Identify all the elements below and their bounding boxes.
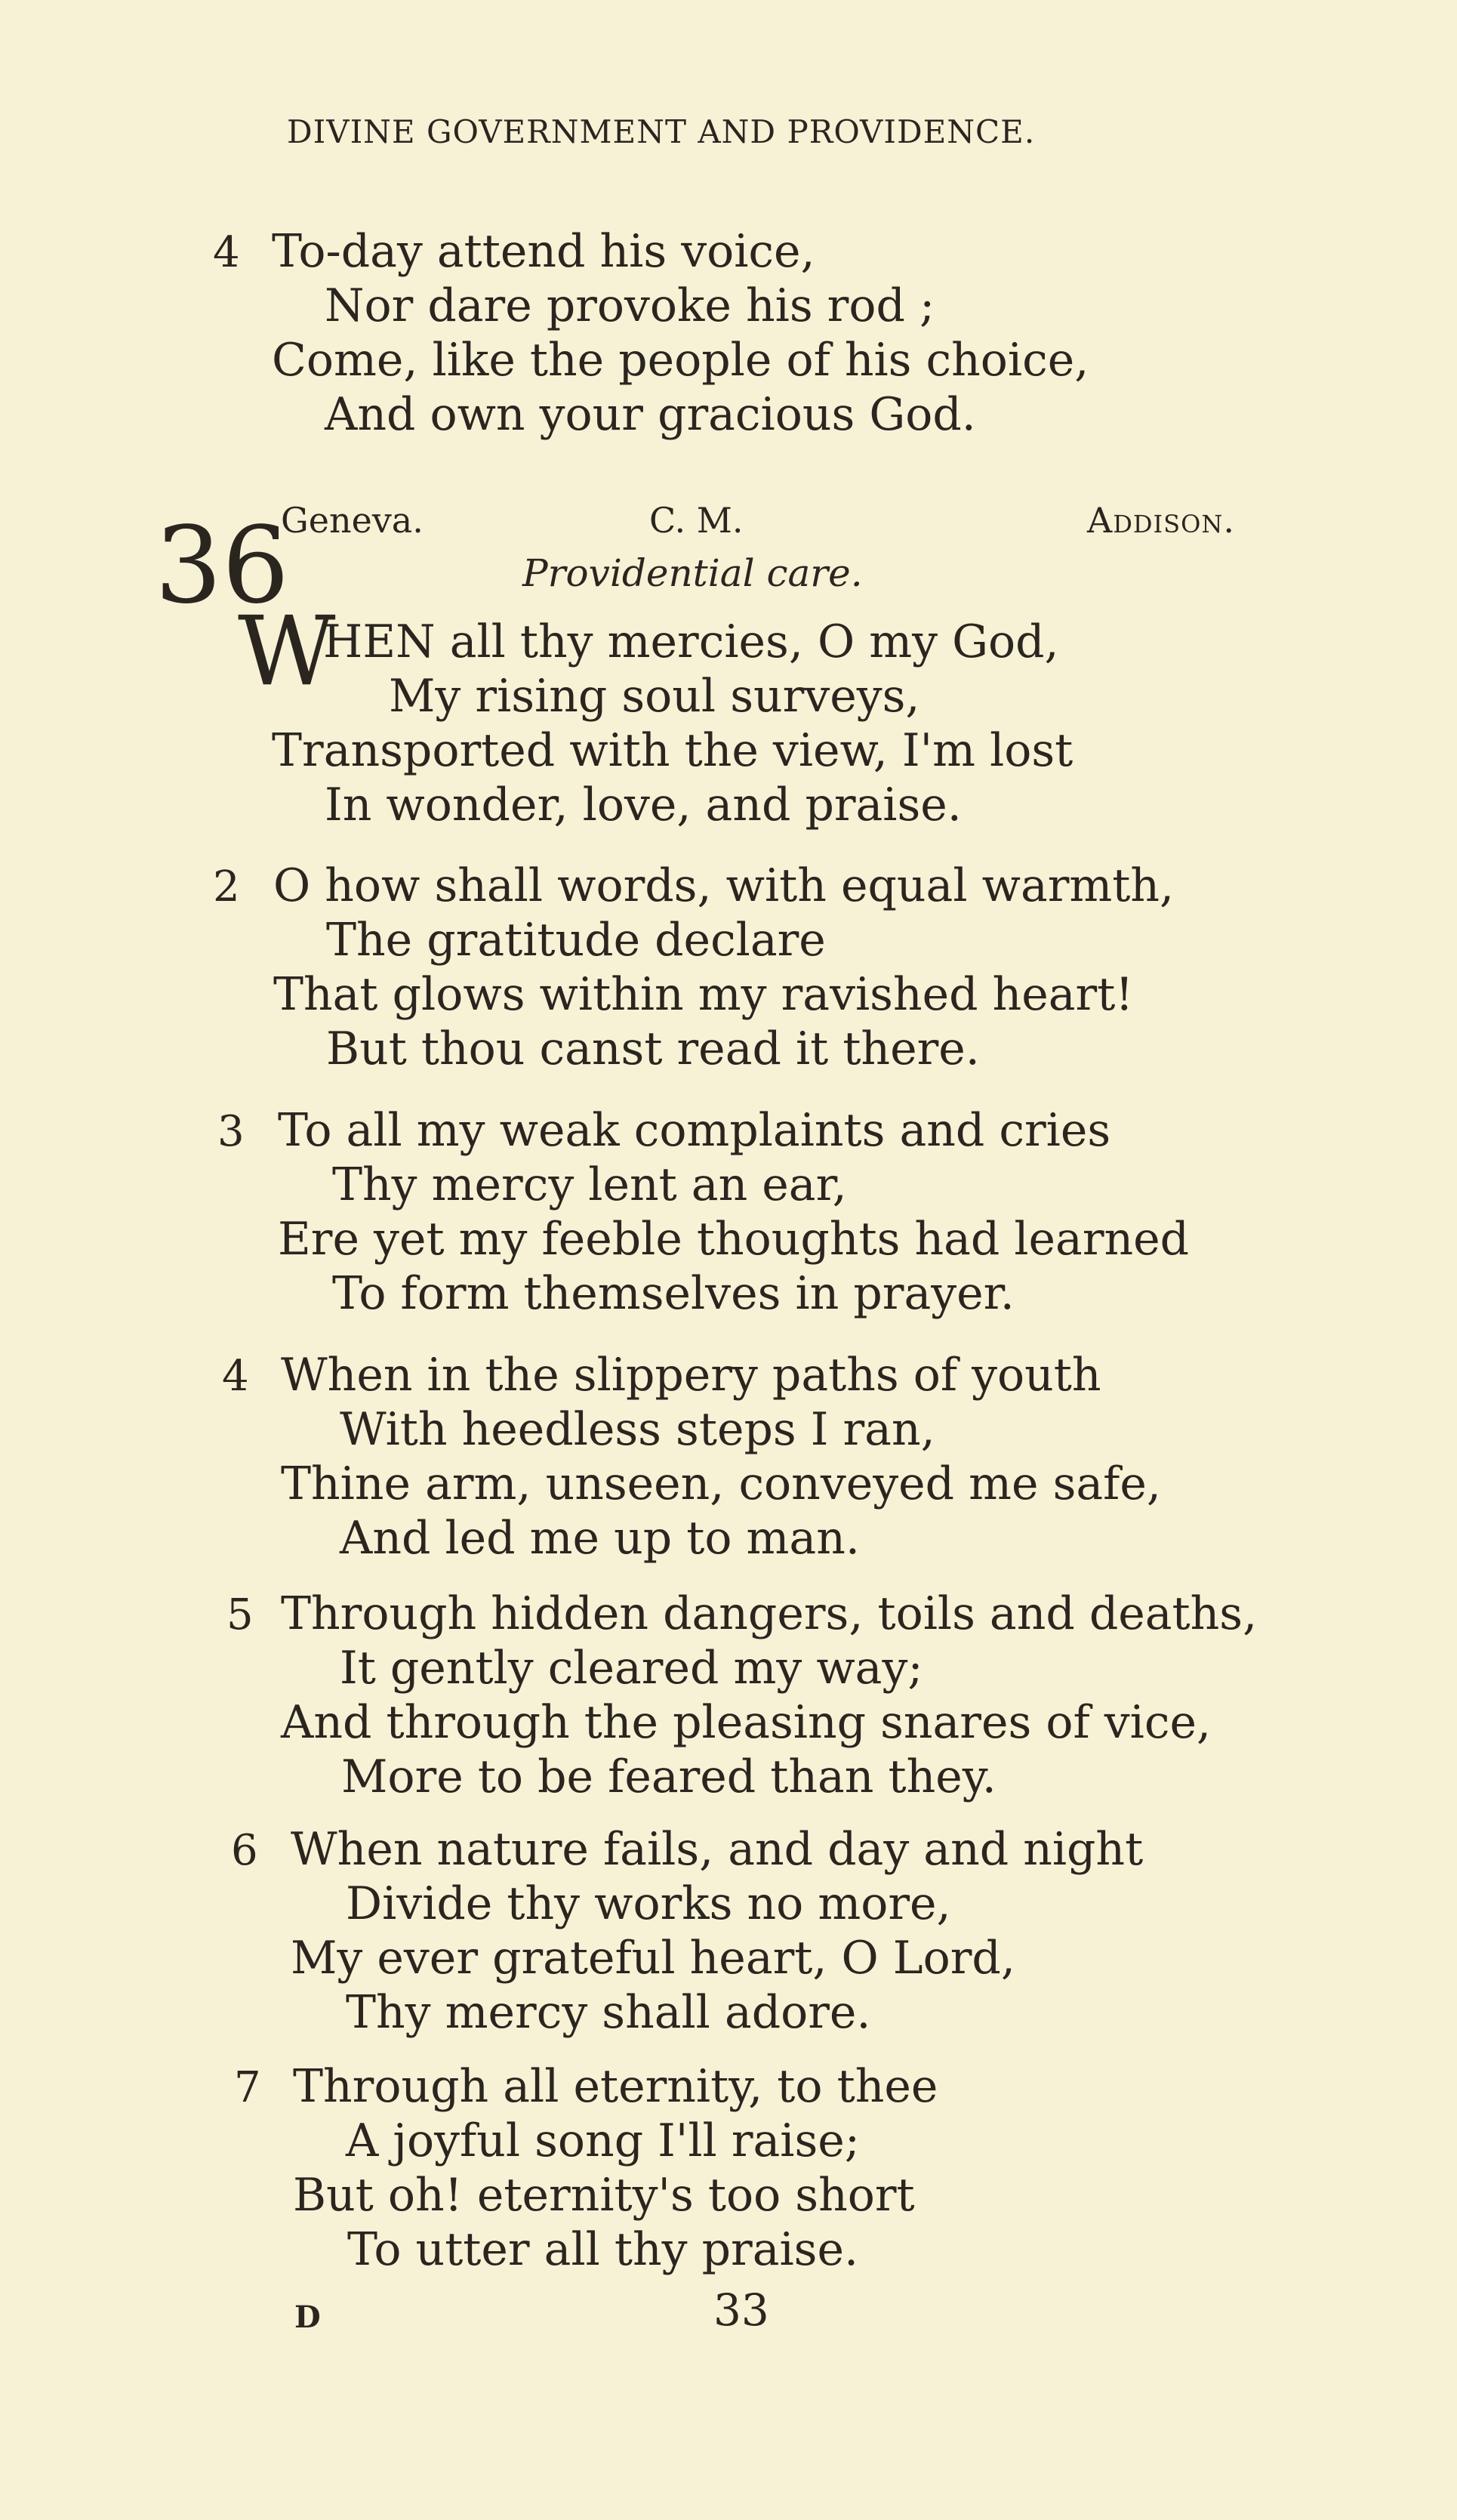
verse-line: But oh! eternity's too short [293,2169,915,2222]
running-title: DIVINE GOVERNMENT AND PROVIDENCE. [287,113,1036,150]
verse-line: More to be feared than they. [341,1750,996,1803]
stanza-number: 7 [234,2063,261,2112]
page-number: 33 [713,2284,769,2336]
verse-line: To utter all thy praise. [347,2223,859,2276]
verse-line: Transported with the view, I'm lost [272,724,1073,777]
verse-line: Thy mercy lent an ear, [332,1158,847,1211]
hymn-number: 36 [155,504,290,628]
verse-line: When in the slippery paths of youth [281,1349,1101,1402]
verse-line: With heedless steps I ran, [340,1403,935,1456]
verse-line: Through hidden dangers, toils and deaths, [281,1587,1258,1640]
stanza-number: 4 [213,228,240,277]
stanza-number: 3 [217,1107,245,1156]
verse-line: And own your gracious God. [325,388,976,441]
stanza-number: 5 [226,1590,254,1639]
signature-mark: D [294,2299,321,2335]
stanza-number: 2 [213,862,240,911]
stanza-number: 6 [231,1826,258,1875]
hymn-subject: Providential care. [522,551,863,595]
verse-line: O how shall words, with equal warmth, [273,859,1175,912]
verse-line: And led me up to man. [340,1512,860,1565]
verse-line: Ere yet my feeble thoughts had learned [278,1213,1190,1266]
verse-line: HEN all thy mercies, O my God, [323,615,1059,668]
tune-name: Geneva. [281,500,424,541]
stanza-number: 4 [222,1352,249,1401]
verse-line: Thy mercy shall adore. [346,1986,871,2039]
verse-line: My ever grateful heart, O Lord, [291,1932,1015,1985]
verse-line: My rising soul surveys, [389,670,920,723]
verse-line: When nature fails, and day and night [291,1823,1144,1876]
verse-line: A joyful song I'll raise; [346,2114,860,2167]
drop-cap: W [238,596,336,707]
verse-line: Come, like the people of his choice, [272,334,1089,387]
verse-line: But thou canst read it there. [326,1022,980,1075]
verse-line: That glows within my ravished heart! [273,968,1134,1021]
verse-line: In wonder, love, and praise. [325,779,962,831]
verse-line: It gently cleared my way; [340,1642,923,1695]
verse-line: To-day attend his voice, [272,225,815,278]
verse-line: Through all eternity, to thee [293,2060,938,2113]
verse-line: Divide thy works no more, [346,1877,951,1930]
composer-name: Addison. [1087,500,1235,541]
verse-line: To all my weak complaints and cries [278,1104,1111,1157]
verse-line: Thine arm, unseen, conveyed me safe, [281,1457,1161,1510]
verse-line: To form themselves in prayer. [332,1267,1015,1320]
verse-line: Nor dare provoke his rod ; [325,279,935,332]
verse-line: The gratitude declare [326,914,826,967]
meter: C. M. [649,500,744,541]
verse-line: And through the pleasing snares of vice, [281,1696,1212,1749]
